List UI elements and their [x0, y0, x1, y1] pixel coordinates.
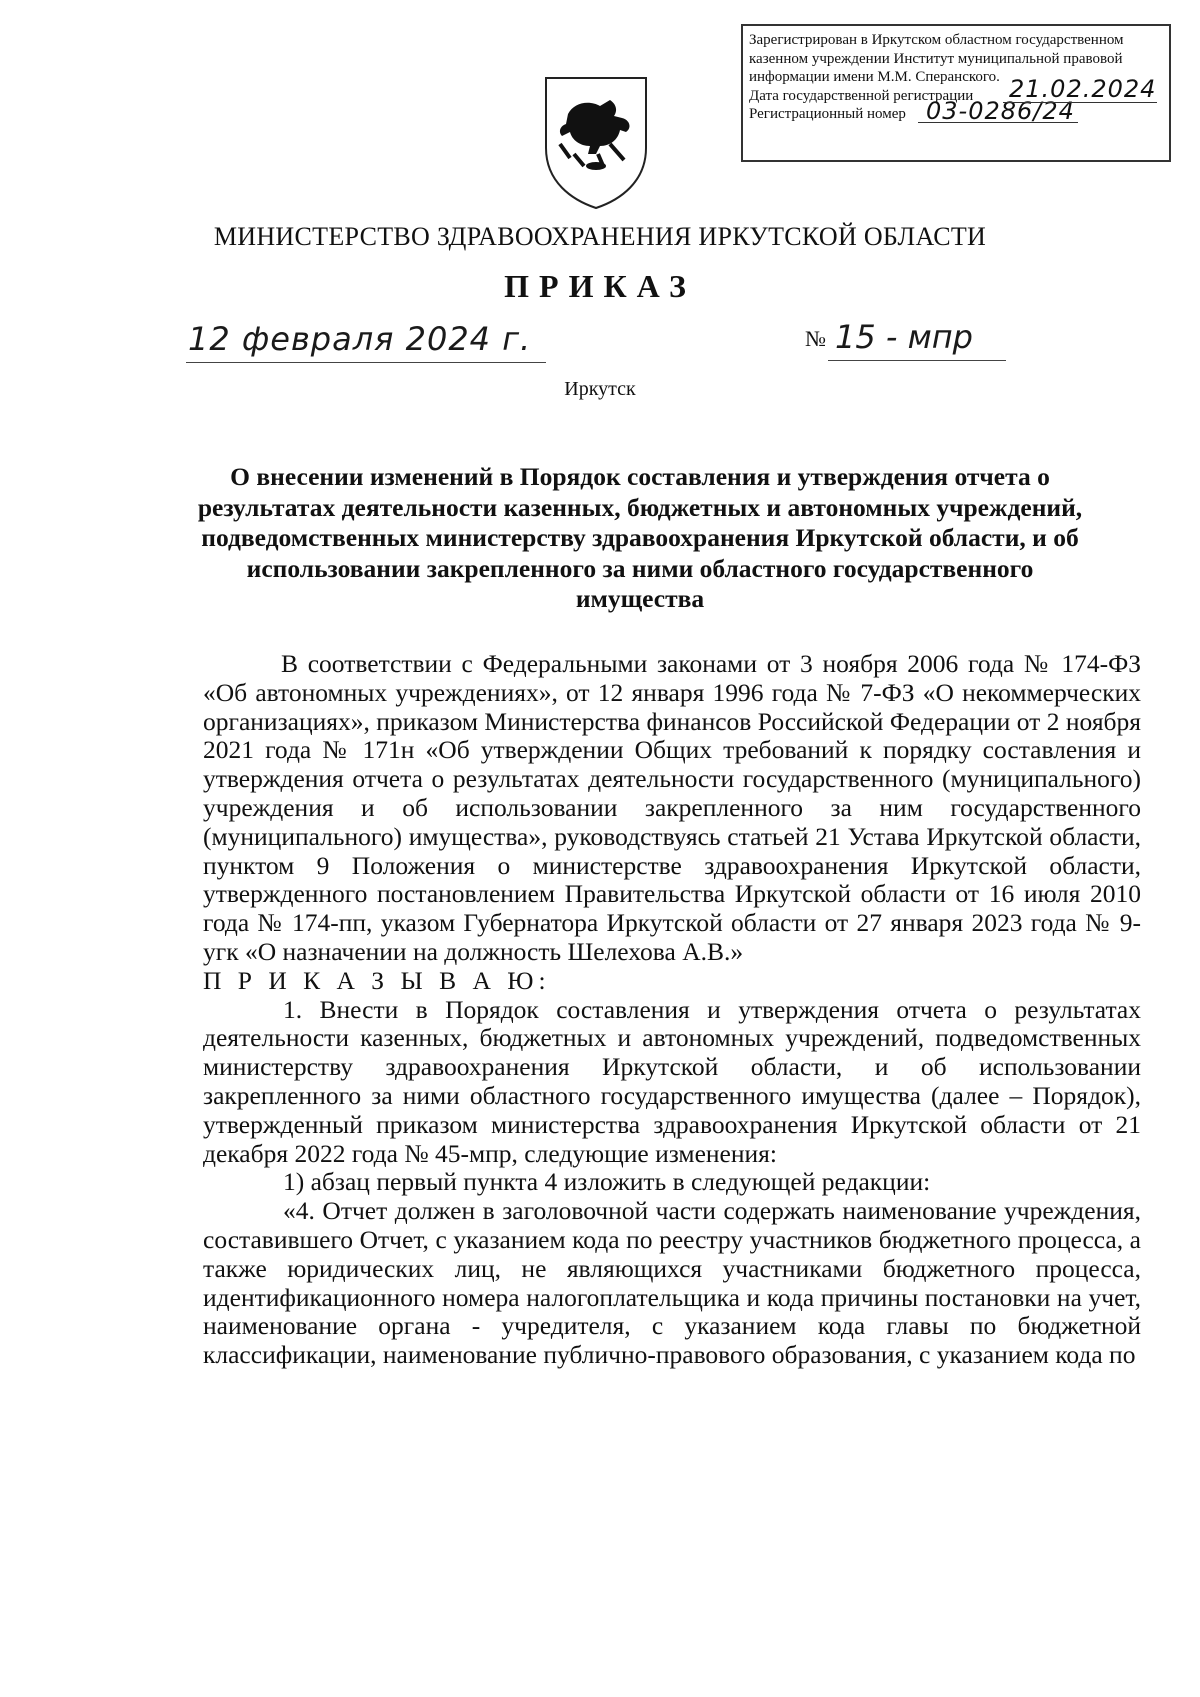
- document-body: [203, 650, 1141, 1370]
- stamp-reg-value: 03-0286/24: [926, 97, 1075, 125]
- handwritten-order-number: 15 - мпр: [835, 318, 973, 356]
- order-directive: П Р И К А З Ы В А Ю:: [203, 965, 551, 995]
- irkutsk-coat-of-arms-icon: [540, 74, 652, 210]
- stamp-reg-label: Регистрационный номер: [749, 106, 906, 122]
- document-type: ПРИКАЗ: [504, 268, 696, 304]
- stamp-date-value: 21.02.2024: [1009, 75, 1157, 103]
- number-underline: [828, 360, 1006, 361]
- subclause-1-paragraph: 1) абзац первый пункта 4 изложить в следующей редакции:: [283, 1167, 931, 1197]
- date-underline: [186, 362, 546, 363]
- handwritten-date: 12 февраля 2024 г.: [188, 320, 532, 358]
- stamp-date-label: Дата государственной регистрации: [749, 87, 974, 104]
- stamp-reg-underline: [918, 122, 1078, 123]
- clause-1-paragraph: 1. Внести в Порядок составления и утверждения отчета о результатах деятельности казенных, бюджетных и автономных учреждений, подведомственных министерству здравоохранения Иркутской области, и об использовании закрепленного за ними областного государственного имущества (далее – Порядок), утвержденный приказом министерства здравоохранения Иркутской области от 21 декабря 2022 года № 45-мпр, следующие изменения:: [203, 994, 1141, 1168]
- quoted-clause-4-paragraph: «4. Отчет должен в заголовочной части содержать наименование учреждения, составившего Отчет, с указанием кода по реестру участников бюджетного процесса, а также юридических лиц, не являющихся участниками бюджетного процесса, идентификационного номера налогоплательщика и кода причины постановки на учет, наименование органа - учредителя, с указанием кода главы по бюджетной классификации, наименование публично-правового образования, с указанием кода по: [203, 1196, 1141, 1370]
- stamp-date-underline: [1003, 102, 1157, 103]
- registration-stamp: [741, 24, 1171, 162]
- preamble-paragraph: В соответствии с Федеральными законами от 3 ноября 2006 года № 174-ФЗ «Об автономных учреждениях», от 12 января 1996 года № 7-ФЗ «О некоммерческих организациях», приказом Министерства финансов Российской Федерации от 2 ноября 2021 года № 171н «Об утверждении Общих требований к порядку составления и утверждения отчета о результатах деятельности государственного (муниципального) учреждения и об использовании закрепленного за ним государственного (муниципального) имущества», руководствуясь статьей 21 Устава Иркутской области, пунктом 9 Положения о министерстве здравоохранения Иркутской области, утвержденного постановлением Правительства Иркутской области от 16 июля 2010 года № 174-пп, указом Губернатора Иркутской области от 27 января 2023 года № 9-угк «О назначении на должность Шелехова А.В.»: [203, 649, 1141, 966]
- city: Иркутск: [564, 378, 636, 400]
- order-number-label: №: [805, 326, 826, 351]
- stamp-line-2: казенном учреждении Институт муниципальной правовой: [749, 50, 1123, 67]
- document-title: О внесении изменений в Порядок составления и утверждения отчета о результатах деятельности казенных, бюджетных и автономных учреждений, подведомственных министерству здравоохранения Иркутской области, и об использовании закрепленного за ними областного государственного имущества: [197, 462, 1083, 613]
- stamp-line-1: Зарегистрирован в Иркутском областном государственном: [749, 32, 1124, 48]
- stamp-line-3: информации имени М.М. Сперанского.: [749, 69, 1000, 85]
- ministry-name: МИНИСТЕРСТВО ЗДРАВООХРАНЕНИЯ ИРКУТСКОЙ ОБЛАСТИ: [213, 222, 987, 251]
